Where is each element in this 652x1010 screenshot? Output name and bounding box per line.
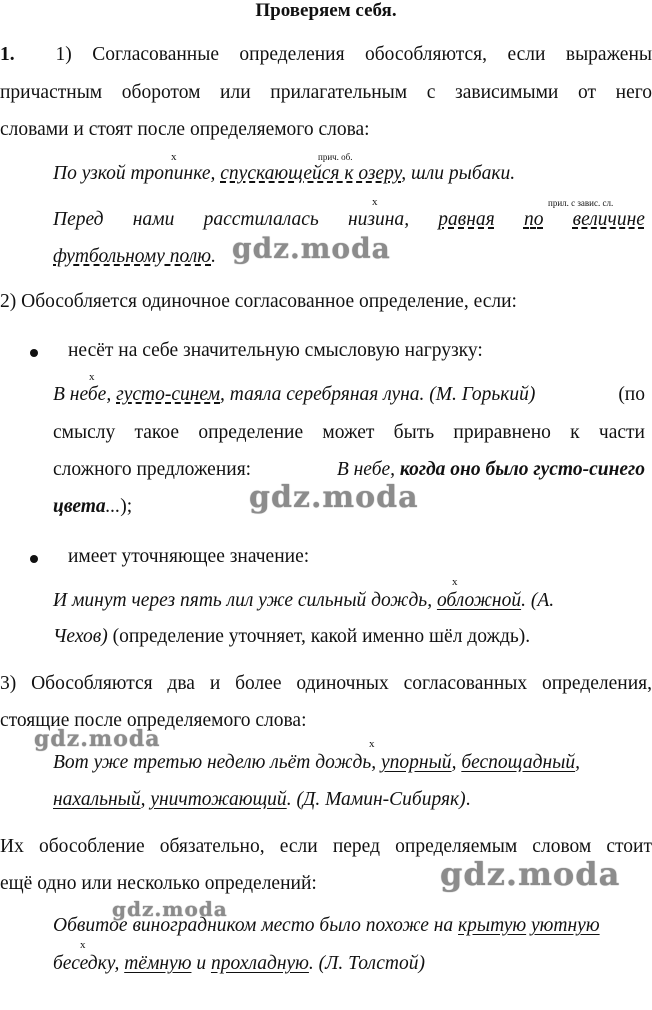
example-1-1: По узкой тропинке, спускающейся к озеру, шли рыбаки. — [53, 163, 516, 184]
watermark: gdz.moda — [112, 897, 228, 921]
bullet-icon — [30, 555, 38, 563]
item1-line3: словами и стоят после определяемого слова: — [0, 119, 370, 140]
example-3-1-line2: нахальный, уничтожающий. (Д. Мамин-Сибиряк). — [53, 789, 471, 810]
mark-x-noun-6: x — [80, 939, 86, 951]
mark-x-noun-2: x — [372, 196, 378, 208]
item2-bullet1: несёт на себе значительную смысловую нагрузку: — [68, 340, 483, 361]
page-title: Проверяем себя. — [255, 0, 397, 21]
item1-number: 1. — [0, 44, 15, 65]
mark-x-noun-5: x — [369, 738, 375, 750]
example-1-2-line2: футбольному полю. — [53, 246, 216, 267]
example-2-2-line2: Чехов) (определение уточняет, какой именно шёл дождь). — [53, 626, 531, 647]
item3-line1: 3) Обособляются два и более одиночных согласованных определения, — [0, 673, 652, 694]
item2-bullet2: имеет уточняющее значение: — [68, 546, 310, 567]
example-1-2-line1: Перед нами расстилалась низина, равная по величине — [53, 209, 645, 230]
example-2-1-line3: сложного предложения: В небе, когда оно было густо-синего — [53, 459, 645, 480]
mark-x-noun-4: x — [452, 576, 458, 588]
watermark: gdz.moda — [232, 232, 391, 265]
item3-line3: Их обособление обязательно, если перед определяемым словом стоит — [0, 836, 652, 857]
item3-line4: ещё одно или несколько определений: — [0, 873, 317, 894]
example-3-1-line1: Вот уже третью неделю льёт дождь, упорный, беспощадный, — [53, 752, 580, 773]
mark-pril-zavis: прил. с завис. сл. — [548, 198, 614, 208]
watermark: gdz.moda — [34, 726, 161, 752]
item1-line2: причастным оборотом или прилагательным с зависимыми от него — [0, 82, 652, 103]
example-2-1-line2: смыслу такое определение может быть приравнено к части — [53, 422, 645, 443]
example-3-2-line1: Обвитое виноградником место было похоже на крытую уютную — [53, 915, 600, 936]
bullet-icon — [30, 349, 38, 357]
mark-x-noun-3: x — [89, 371, 95, 383]
item1-line1 — [0, 44, 652, 66]
watermark: gdz.moda — [440, 855, 621, 893]
example-2-2-line1: И минут через пять лил уже сильный дождь, обложной. (А. — [53, 590, 555, 611]
example-2-1-line1: В небе, густо-синем, таяла серебряная луна. (М. Горький) (по — [53, 384, 645, 405]
item2-intro: 2) Обособляется одиночное согласованное определение, если: — [0, 291, 517, 312]
example-2-1-line4: цвета...); — [53, 496, 133, 517]
mark-x-noun: x — [171, 151, 177, 163]
example-3-2-line2: беседку, тёмную и прохладную. (Л. Толстой) — [53, 953, 425, 974]
mark-prich-ob: прич. об. — [318, 152, 353, 162]
item1-text-line1: 1) Согласованные определения обособляются, если выражены — [55, 44, 652, 65]
item3-line2: стоящие после определяемого слова: — [0, 710, 307, 731]
watermark: gdz.moda — [249, 480, 419, 515]
